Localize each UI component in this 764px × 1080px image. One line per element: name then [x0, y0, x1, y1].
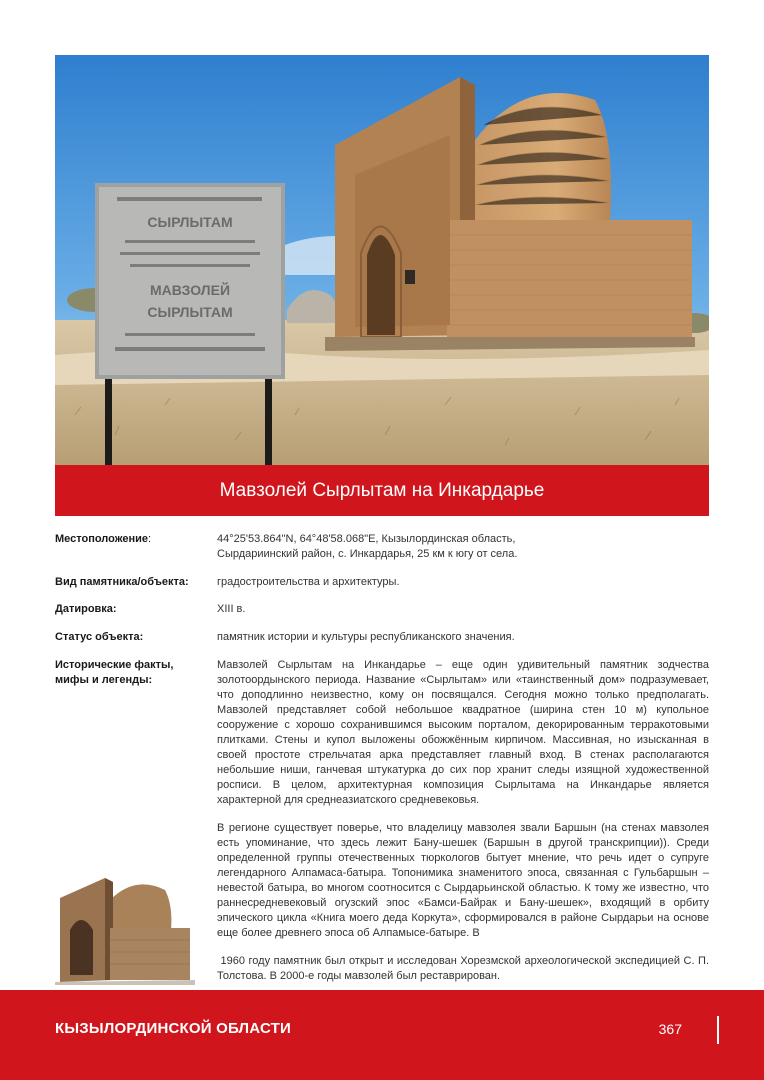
field-label: Статус объекта: [55, 631, 144, 643]
field-label [55, 658, 215, 688]
location-line-2: Сырдариинский район, с. Инкардарья, 25 км к югу от села. [217, 548, 518, 560]
field-value: памятник истории и культуры республиканского значения. [217, 631, 515, 643]
history-paragraph-1: Мавзолей Сырлытам на Инкандарье – еще один удивительный памятник зодчества золотоордынского периода. Название «Сырлытам» или «таинственный дом» подразумевает, что доподлинно неизвестно, кому он посвящался. Сегодня можно только предполагать. Мавзолей представляет собой небольшое квадратное (ширина стен 10 м) купольное сооружение с хорошо сохранившимся высоким порталом, декорированным терракотовыми плитками. Стены и купол выложены обожжённым кирпичом. Массивная, но изысканная в своей простоте стрельчатая арка представляет главный вход. В стенах располагаются небольшие ниши, ганчевая штукатурка до сих пор хранит следы изящной художественной росписи. В целом, архитектурная композиция Сырлытама на Инкандарье является характерной для среднеазиатского средневековья. [217, 659, 709, 806]
mausoleum-thumbnail [55, 870, 195, 985]
sign-line-3: СЫРЛЫТАМ [147, 304, 233, 320]
footer-bar [0, 990, 764, 1080]
page-number: 367 [658, 1021, 682, 1037]
sign-line-2: МАВЗОЛЕЙ [149, 282, 231, 298]
footer-divider [717, 1016, 719, 1044]
page-title: Мавзолей Сырлытам на Инкардарье [219, 479, 545, 501]
field-value: XIII в. [217, 603, 246, 615]
history-label-line-1: Исторические факты, [55, 659, 174, 671]
field-value: градостроительства и архитектуры. [217, 576, 400, 588]
hero-photo [55, 55, 709, 465]
history-paragraph-2: В регионе существует поверье, что владелицу мавзолея звали Баршын (на стенах мавзолея есть упоминание, что здесь лежит Бану-шешек (Баршын в другой транскрипции)). Среди определенной группы отечественных тюркологов бытует мнение, что речь идет о супруге легендарного Алпамаса-батыра. Топонимика знаменитого эпоса, связанная с Гульбаршын – невестой батыра, во многом соотносится с Сырдарьинской областью. К тому же известно, что раннесредневековый огузский эпос «Бамси-Байрак и Бану-шешек», входящий в орбиту эпического цикла «Книга моего деда Коркута», сформировался в районе Сырдарьи на основе еще более древнего эпоса об Алпамысе-батыре. В [217, 822, 709, 939]
field-value [217, 532, 709, 562]
field-value [217, 658, 713, 997]
field-label: Местоположение: [55, 533, 152, 545]
location-line-1: 44°25'53.864"N, 64°48'58.068"E, Кызылординская область, [217, 533, 516, 545]
history-paragraph-3: 1960 году памятник был открыт и исследован Хорезмской археологической экспедицией С. П. Толстова. В 2000-е годы мавзолей был реставрирован. [217, 955, 713, 982]
footer-region: КЫЗЫЛОРДИНСКОЙ ОБЛАСТИ [55, 1020, 291, 1037]
title-bar [55, 465, 709, 516]
sign-line-1: СЫРЛЫТАМ [147, 214, 233, 230]
history-label-line-2: мифы и легенды: [55, 674, 153, 686]
field-label: Датировка: [55, 603, 117, 615]
field-label: Вид памятника/объекта: [55, 576, 189, 588]
